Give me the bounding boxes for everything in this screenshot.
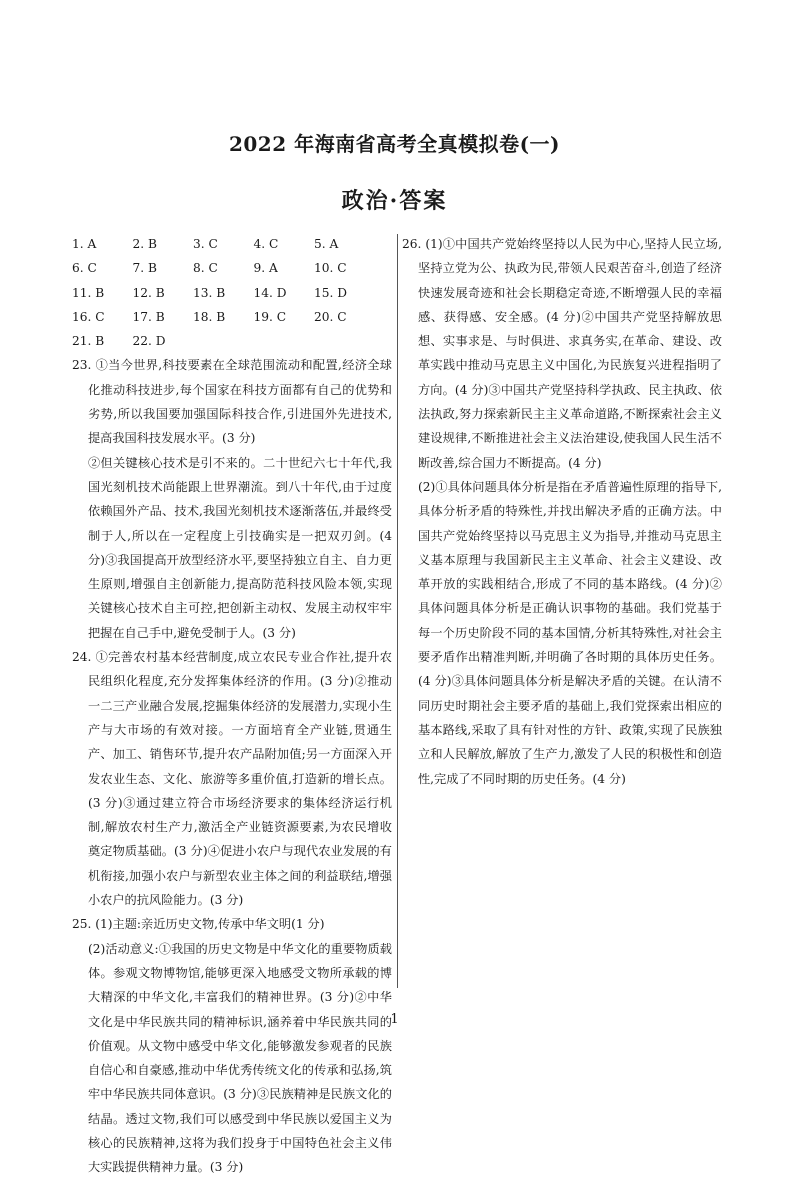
page-title: 2022 年海南省高考全真模拟卷(一) (228, 132, 561, 156)
answer-cell: 18. B (193, 309, 226, 324)
answer-cell: 19. C (253, 309, 287, 324)
page-number: 1 (390, 1012, 399, 1027)
q25-theme: 25. (1)主题:亲近历史文物,传承中华文明(1 分) (72, 917, 325, 932)
answer-cell: 16. C (72, 309, 105, 324)
answer-cell: 4. C (253, 237, 279, 251)
answer-row (72, 232, 392, 256)
answer-cell: 9. A (253, 261, 278, 276)
answer-cell: 12. B (132, 285, 165, 300)
q26-part2: (2)①具体问题具体分析是指在矛盾普遍性原理的指导下,具体分析矛盾的特殊性,并找出解决矛盾的正确方法。中国共产党始终坚持以马克思主义为指导,并推动马克思主义基本原理与我国新民主主义革命、社会主义建设、改革开放的实践相结合,形成了不同的基本路线。(4 分)②具体问题具体分析是正确认识事物的基础。我们党基于每一个历史阶段不同的基本国情,分析其特殊性,对社会主要矛盾作出精准判断,并明确了各时期的具体历史任务。(4 分)③具体问题具体分析是解决矛盾的关键。在认清不同历史时期社会主要矛盾的基础上,我们党探索出相应的基本路线,采取了具有针对性的方针、政策,实现了民族独立和人民解放,解放了生产力,激发了人民的积极性和创造性,完成了不同时期的历史任务。(4 分) (418, 479, 722, 786)
right-column (402, 232, 722, 791)
left-column (72, 232, 392, 1180)
answer-cell: 13. B (193, 285, 226, 300)
answer-cell: 7. B (132, 261, 157, 276)
answer-row (72, 281, 392, 305)
answer-row (72, 305, 392, 329)
page-subtitle: 政治·答案 (341, 188, 448, 214)
answer-row (72, 256, 392, 280)
answer-cell: 1. A (72, 237, 97, 251)
answer-cell: 11. B (72, 285, 105, 300)
answer-cell: 21. B (72, 334, 105, 349)
q26-part1: 26. (1)①中国共产党始终坚持以人民为中心,坚持人民立场,坚持立党为公、执政为民,带领人民艰苦奋斗,创造了经济快速发展奇迹和社会长期稳定奇迹,不断增强人民的幸福感、获得感、安全感。(4 分)②中国共产党坚持解放思想、实事求是、与时俱进、求真务实,在革命、建设、改革实践中推动马克思主义中国化,为民族复兴进程指明了方向。(4 分)③中国共产党坚持科学执政、民主执政、依法执政,努力探索新民主主义革命道路,不断探索社会主义建设规律,不断推进社会主义法治建设,使我国人民生活不断改善,综合国力不断提高。(4 分) (402, 237, 722, 470)
answer-cell: 15. D (314, 285, 348, 300)
answer-cell: 14. D (253, 285, 287, 300)
answer-cell: 10. C (314, 261, 347, 276)
q23-part1: 23. ①当今世界,科技要素在全球范围流动和配置,经济全球化推动科技进步,每个国家在科技方面都有自己的优势和劣势,所以我国要加强国际科技合作,引进国外先进技术,提高我国科技发展水平。(3 分) (72, 358, 392, 446)
q23-part2: ②但关键核心技术是引不来的。二十世纪六七十年代,我国光刻机技术尚能跟上世界潮流。到八十年代,由于过度依赖国外产品、技术,我国光刻机技术逐渐落伍,并最终受制于人,所以在一定程度上引技确实是一把双刃剑。(4 分)③我国提高开放型经济水平,要坚持独立自主、自力更生原则,增强自主创新能力,提高防范科技风险本领,实现关键核心技术自主可控,把创新主动权、发展主动权牢牢把握在自己手中,避免受制于人。(3 分) (88, 455, 392, 640)
answer-cell: 5. A (314, 237, 339, 251)
multiple-choice-answers (72, 232, 392, 353)
column-divider (397, 234, 398, 988)
answer-cell: 3. C (193, 237, 218, 251)
answer-row (72, 329, 392, 353)
answer-cell: 22. D (132, 334, 166, 349)
answer-cell: 20. C (314, 309, 347, 324)
answer-cell: 2. B (132, 237, 157, 251)
q25-significance: (2)活动意义:①我国的历史文物是中华文化的重要物质载体。参观文物博物馆,能够更深入地感受文物所承载的博大精深的中华文化,丰富我们的精神世界。(3 分)②中华文化是中华民族共同的精神标识,涵养着中华民族共同的价值观。从文物中感受中华文化,能够激发参观者的民族自信心和自豪感,推动中华优秀传统文化的传承和弘扬,筑牢中华民族共同体意识。(3 分)③民族精神是民族文化的结晶。透过文物,我们可以感受到中华民族以爱国主义为核心的民族精神,这将为我们投身于中国特色社会主义伟大实践提供精神力量。(3 分) (88, 941, 392, 1175)
answer-cell: 8. C (193, 261, 218, 276)
q24-answer: 24. ①完善农村基本经营制度,成立农民专业合作社,提升农民组织化程度,充分发挥集体经济的作用。(3 分)②推动一二三产业融合发展,挖掘集体经济的发展潜力,实现小生产与大市场的有效对接。一方面培育全产业链,贯通生产、加工、销售环节,提升农产品附加值;另一方面深入开发农业生态、文化、旅游等多重价值,打造新的增长点。(3 分)③通过建立符合市场经济要求的集体经济运行机制,解放农村生产力,激活全产业链资源要素,为农民增收奠定物质基础。(3 分)④促进小农户与现代农业发展的有机衔接,加强小农户与新型农业主体之间的利益联结,增强小农户的抗风险能力。(3 分) (72, 650, 392, 908)
answer-cell: 6. C (72, 261, 97, 276)
answer-cell: 17. B (132, 309, 165, 324)
